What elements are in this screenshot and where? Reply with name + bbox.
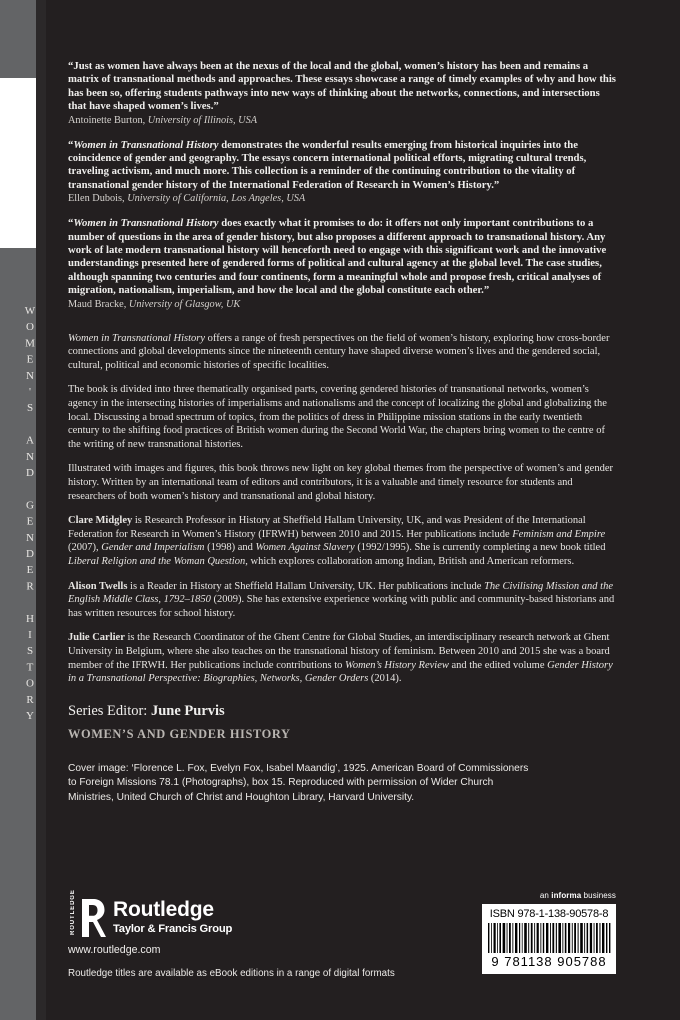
routledge-name: Routledge bbox=[113, 898, 214, 921]
series-editor-line bbox=[68, 702, 616, 721]
endorsement-3-book-title: Women in Transnational History bbox=[73, 217, 219, 230]
endorsement-2 bbox=[68, 139, 616, 206]
endorsement-3-quote: does exactly what it promises to do: it offers not only important contributions to a number of questions in the area of gender history, but also proposes a different approach to transnational history. Any work of late modern transnational history will henceforth need to engage with this significant work and the innovative understandings presented here of gendered forms of political and cultural agency at the global level. The case studies, although spanning two centuries and four continents, form a meaningful whole and propose fresh, critical analyses of migration, nationalism, imperialism, and how the local and the global constitute each other.” bbox=[68, 217, 607, 297]
endorsement-3-open-quote: “ bbox=[68, 217, 74, 230]
routledge-r-icon bbox=[80, 898, 106, 938]
series-title: WOMEN’S AND GENDER HISTORY bbox=[68, 726, 291, 741]
informa-suffix: business bbox=[581, 891, 616, 900]
biography-julie-carlier bbox=[68, 631, 616, 685]
description-paragraph-2: The book is divided into three thematically organised parts, covering gendered histories of transnational networks, women’s agency in the intersecting histories of imperialisms and nationalisms and the concept of localizing the global and globalizing the local. Discussing a broad spectrum of topics, from the politics of dress in Philippine mission stations in the early twentieth century to the shifting food practices of British women during the Second World War, the chapters bring women to the centre of the writing of new transnational histories. bbox=[68, 384, 607, 450]
description-para-1-text: offers a range of fresh perspectives on the field of women’s history, exploring how cross-border connections and global developments since the nineteenth century have shaped diverse women’s lives and the gendered social, cultural, political and economic histories of specific localities. bbox=[68, 332, 610, 371]
endorsement-2-affiliation: University of California, Los Angeles, USA bbox=[127, 193, 306, 205]
bio-1-name: Clare Midgley bbox=[68, 515, 133, 527]
barcode-digits: 9 781138 905788 bbox=[491, 954, 607, 969]
bio-3-text-1: is the Research Coordinator of the Ghent Centre for Global Studies, an interdisciplinary research network at Ghent University in Belgium, where she also teaches on the transnational history of feminism. Between 2010 and 2015 she was a board member of the IFRWH. Her publications include contributions to bbox=[68, 632, 610, 671]
bio-1-text-3: (1998) and bbox=[204, 542, 256, 554]
endorsement-3-attribution bbox=[68, 298, 616, 311]
endorsement-3 bbox=[68, 217, 616, 310]
bio-1-work-1: Feminism and Empire bbox=[512, 528, 606, 540]
series-block bbox=[68, 702, 616, 744]
series-editor-name: June Purvis bbox=[150, 702, 225, 719]
footer bbox=[68, 889, 616, 1008]
bio-1-text-5: , which explores collaboration among Indian, British and American reformers. bbox=[245, 556, 575, 567]
bio-1-text-1: is Research Professor in History at Sheffield Hallam University, UK, and was President of the International Federation for Research in Women’s History (IFRWH) between 2010 and 2015. Her publications include bbox=[68, 515, 586, 540]
spine-band bbox=[0, 0, 36, 1020]
biography-alison-twells bbox=[68, 580, 616, 621]
bio-2-text-1: is a Reader in History at Sheffield Hallam University, UK. Her publications include bbox=[127, 580, 485, 592]
routledge-url[interactable]: www.routledge.com bbox=[68, 944, 161, 956]
routledge-wordmark bbox=[113, 898, 232, 936]
isbn-barcode-block bbox=[482, 904, 616, 974]
informa-business-label bbox=[540, 891, 616, 900]
endorsement-2-reviewer: Ellen Dubois, bbox=[68, 193, 125, 205]
endorsement-1-affiliation: University of Illinois, USA bbox=[147, 114, 258, 126]
routledge-vertical-wordmark: ROUTLEDGE bbox=[70, 889, 76, 935]
series-editor-label: Series Editor: bbox=[68, 702, 151, 719]
description-paragraph-3: Illustrated with images and figures, this book throws new light on key global themes from the perspective of women’s and gender history. Written by an international team of editors and contributors, it is a valuable and timely resource for students and researchers of both women’s history and transnational and global history. bbox=[68, 463, 614, 502]
spine-edge-shadow bbox=[36, 0, 46, 1020]
spine-white-block bbox=[0, 78, 36, 248]
endorsement-3-affiliation: University of Glasgow, UK bbox=[128, 298, 241, 310]
cover-image-credit: Cover image: ‘Florence L. Fox, Evelyn Fox, Isabel Maandig’, 1925. American Board of Commissioners to Foreign Missions 78.1 (Photographs), box 15. Reproduced with permission of Wider Church Ministries, United Church of Christ and Houghton Library, Harvard University. bbox=[68, 762, 529, 803]
biography-clare-midgley bbox=[68, 514, 616, 568]
barcode-icon bbox=[487, 923, 611, 953]
endorsement-1-attribution bbox=[68, 114, 616, 127]
endorsement-1-quote: “Just as women have always been at the nexus of the local and the global, women’s history has been and remains a matrix of transnational methods and approaches. These essays showcase a range of timely examples of why and how this has been so, offering students pathways into new ways of thinking about the networks, connections, and intersections that have shaped women’s lives.” bbox=[68, 60, 616, 113]
bio-1-work-2: Gender and Imperialism bbox=[101, 542, 205, 554]
description-paragraph-1 bbox=[68, 332, 616, 373]
endorsement-2-book-title: Women in Transnational History bbox=[73, 138, 219, 151]
routledge-logo[interactable] bbox=[68, 889, 233, 938]
description-book-title: Women in Transnational History bbox=[68, 332, 206, 344]
spacer bbox=[68, 323, 616, 332]
bio-3-work-2: Gender History in a Transnational Perspective: Biographies, Networks, Gender Orders bbox=[68, 659, 613, 685]
informa-prefix: an bbox=[539, 891, 552, 900]
back-cover-content bbox=[68, 60, 616, 805]
bio-1-work-4: Liberal Religion and the Woman Question bbox=[68, 556, 246, 567]
endorsement-1 bbox=[68, 60, 616, 127]
spine-series-title: WOMEN'S AND GENDER HISTORY bbox=[24, 305, 36, 727]
bio-3-text-2: and the edited volume bbox=[448, 659, 548, 671]
ebook-availability-note: Routledge titles are available as eBook editions in a range of digital formats bbox=[68, 968, 395, 979]
taylor-francis-group: Taylor & Francis Group bbox=[113, 923, 233, 935]
endorsement-2-attribution bbox=[68, 192, 616, 205]
isbn-number: ISBN 978-1-138-90578-8 bbox=[489, 908, 609, 920]
endorsement-1-reviewer: Antoinette Burton, bbox=[68, 114, 146, 126]
bio-3-name: Julie Carlier bbox=[68, 632, 125, 644]
bio-1-work-3: Women Against Slavery bbox=[255, 542, 355, 554]
bio-2-text-2: (2009). She has extensive experience working with public and community-based historians and has written resources for school history. bbox=[68, 594, 615, 619]
informa-name: informa bbox=[551, 891, 582, 900]
bio-1-text-2: (2007), bbox=[68, 542, 102, 554]
endorsement-3-reviewer: Maud Bracke, bbox=[68, 298, 127, 310]
endorsement-2-open-quote: “ bbox=[68, 138, 74, 151]
bio-2-name: Alison Twells bbox=[68, 580, 128, 592]
endorsement-2-quote: demonstrates the wonderful results emerging from historical inquiries into the coincidence of gender and geography. The essays concern international political efforts, migrating cultural trends, traveling activism, and much more. This collection is a reminder of the continuing contribution to the vitality of transnational gender history of the International Federation of Research in Women’s History.” bbox=[68, 138, 587, 191]
bio-1-text-4: (1992/1995). She is currently completing a new book titled bbox=[354, 542, 606, 554]
bio-3-work-1: Women’s History Review bbox=[345, 659, 449, 671]
bio-3-text-3: (2014). bbox=[368, 673, 402, 685]
bio-2-work-1: The Civilising Mission and the English Middle Class, 1792–1850 bbox=[68, 580, 613, 606]
